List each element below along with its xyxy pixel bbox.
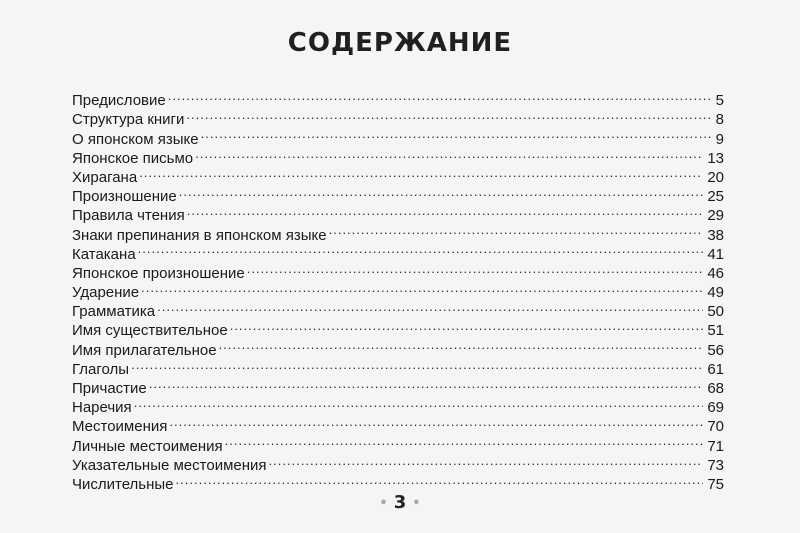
leader-dots <box>179 182 704 201</box>
toc-entry <box>72 163 724 186</box>
toc-entry-label: Наречия <box>72 399 132 417</box>
leader-dots <box>186 105 711 124</box>
toc-entry-page: 70 <box>707 418 724 436</box>
toc-entry-label: Числительные <box>72 475 174 493</box>
toc-entry-page: 25 <box>707 188 724 206</box>
toc-entry-page: 61 <box>707 360 724 378</box>
toc-entry <box>72 355 724 378</box>
leader-dots <box>329 220 704 239</box>
toc-entry-label: Имя прилагательное <box>72 341 217 359</box>
toc-entry <box>72 105 724 129</box>
toc-entry-page: 9 <box>715 130 724 148</box>
ornament-dot-left: • <box>379 495 388 511</box>
toc-entry-label: Хирагана <box>72 168 138 186</box>
toc-entry <box>72 240 724 263</box>
toc-entry-page: 51 <box>707 322 724 340</box>
toc-entry <box>72 374 724 397</box>
toc-entry-label: Структура книги <box>72 111 185 129</box>
page-number: 3 <box>393 492 407 513</box>
leader-dots <box>195 144 703 163</box>
toc-entry-page: 69 <box>707 399 724 417</box>
toc-entry <box>72 431 724 455</box>
leader-dots <box>149 374 704 393</box>
leader-dots <box>168 86 712 105</box>
leader-dots <box>230 316 704 335</box>
toc-entry-page: 75 <box>707 475 724 493</box>
toc-entry-page: 38 <box>707 226 724 244</box>
toc-entry-label: О японском языке <box>72 130 199 148</box>
toc-entry-label: Личные местоимения <box>72 437 223 455</box>
toc-entry-page: 68 <box>707 380 724 397</box>
toc-entry-label: Глаголы <box>72 360 130 378</box>
toc-entry-label: Ударение <box>72 284 140 302</box>
toc-entry <box>72 259 724 282</box>
leader-dots <box>247 259 704 278</box>
toc-entry-label: Причастие <box>72 380 147 397</box>
toc-entry <box>72 86 724 110</box>
toc-entry-page: 56 <box>707 341 724 359</box>
toc-entry-page: 20 <box>707 168 724 186</box>
toc-entry-page: 46 <box>707 264 724 282</box>
leader-dots <box>219 335 704 354</box>
leader-dots <box>134 393 704 412</box>
toc-entry <box>72 297 724 321</box>
toc-entry-label: Правила чтения <box>72 207 185 225</box>
toc-entry-label: Грамматика <box>72 303 156 321</box>
toc-entry-label: Японское произношение <box>72 264 245 282</box>
leader-dots <box>141 278 703 297</box>
toc-entry-page: 8 <box>715 111 724 129</box>
leader-dots <box>187 201 704 220</box>
leader-dots <box>176 470 704 489</box>
leader-dots <box>157 297 703 316</box>
leader-dots <box>139 163 703 182</box>
toc-entry-page: 50 <box>707 303 724 321</box>
toc-entry <box>72 182 724 206</box>
toc-entry-label: Произношение <box>72 188 177 206</box>
toc-entry-page: 13 <box>707 149 724 167</box>
toc-entry-label: Предисловие <box>72 92 166 110</box>
toc-entry-page: 5 <box>715 92 724 110</box>
toc-entry <box>72 316 724 340</box>
toc-entry-page: 41 <box>707 245 724 263</box>
toc-entry-label: Местоимения <box>72 418 168 436</box>
toc-entry-label: Катакана <box>72 245 136 263</box>
toc-entry-label: Указательные местоимения <box>72 456 267 474</box>
toc-entry-page: 29 <box>707 207 724 225</box>
toc-entry-page: 49 <box>707 284 724 302</box>
table-of-contents <box>72 86 724 493</box>
toc-entry-label: Знаки препинания в японском языке <box>72 226 327 244</box>
leader-dots <box>225 431 704 450</box>
toc-entry-page: 71 <box>707 437 724 455</box>
page-title: СОДЕРЖАНИЕ <box>287 28 513 58</box>
toc-entry-label: Имя существительное <box>72 322 228 340</box>
toc-entry <box>72 278 724 302</box>
toc-entry-page: 73 <box>707 456 724 474</box>
leader-dots <box>131 355 703 374</box>
ornament-dot-right: • <box>412 495 421 511</box>
leader-dots <box>201 124 712 143</box>
leader-dots <box>269 451 704 470</box>
toc-entry <box>72 393 724 417</box>
page-footer <box>0 492 800 513</box>
leader-dots <box>169 412 703 431</box>
toc-entry-label: Японское письмо <box>72 149 194 167</box>
leader-dots <box>138 240 704 259</box>
toc-entry <box>72 412 724 436</box>
